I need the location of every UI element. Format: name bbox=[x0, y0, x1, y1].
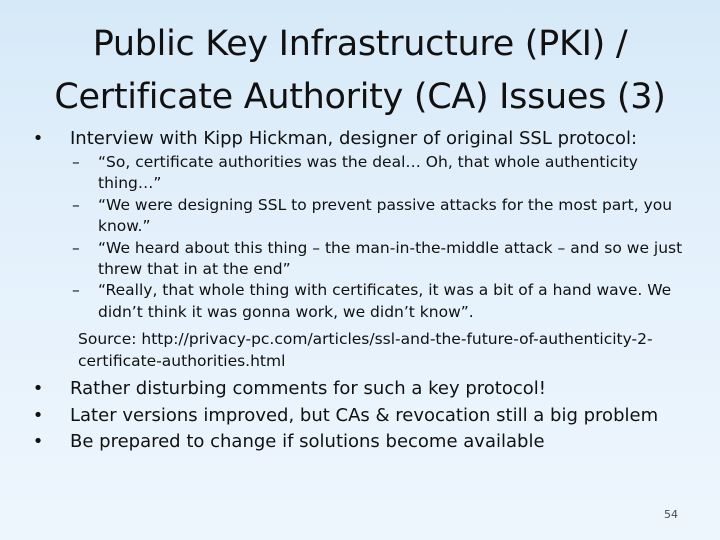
quote-item bbox=[72, 238, 690, 281]
quote-text: “We were designing SSL to prevent passive attacks for the most part, you know.” bbox=[98, 195, 673, 236]
dash-marker: – bbox=[72, 281, 80, 300]
summary-bullet-text: Later versions improved, but CAs & revocation still a big problem bbox=[70, 404, 659, 426]
summary-bullet bbox=[30, 429, 690, 456]
bullet-marker: • bbox=[32, 431, 44, 453]
quote-item bbox=[72, 280, 690, 323]
page-number: 54 bbox=[664, 508, 678, 521]
bullet-marker: • bbox=[32, 404, 44, 426]
quote-list bbox=[30, 152, 690, 323]
summary-bullet-text: Be prepared to change if solutions become available bbox=[70, 431, 545, 453]
intro-bullet bbox=[30, 126, 690, 152]
slide-title: Public Key Infrastructure (PKI) / Certificate Authority (CA) Issues (3) bbox=[54, 24, 666, 117]
quote-text: “Really, that whole thing with certificates, it was a bit of a hand wave. We didn’t think it was gonna work, we didn’t know”. bbox=[98, 281, 672, 321]
summary-bullet-text: Rather disturbing comments for such a key protocol! bbox=[70, 378, 546, 400]
slide-body bbox=[30, 126, 690, 456]
source-citation: Source: http://privacy-pc.com/articles/ssl-and-the-future-of-authenticity-2-certificate-authorities.html bbox=[78, 330, 653, 370]
quote-text: “We heard about this thing – the man-in-the-middle attack – and so we just threw that in at the end” bbox=[98, 238, 683, 279]
summary-bullet bbox=[30, 376, 690, 403]
quote-text: “So, certificate authorities was the deal… Oh, that whole authenticity thing…” bbox=[98, 153, 638, 193]
dash-marker: – bbox=[72, 195, 80, 214]
quote-item bbox=[72, 195, 690, 238]
intro-bullet-text: Interview with Kipp Hickman, designer of original SSL protocol: bbox=[70, 128, 638, 149]
bullet-marker: • bbox=[32, 378, 44, 400]
bullet-marker: • bbox=[32, 128, 44, 149]
summary-bullets bbox=[30, 376, 690, 456]
quote-item bbox=[72, 152, 690, 195]
dash-marker: – bbox=[72, 238, 80, 257]
dash-marker: – bbox=[72, 153, 80, 171]
summary-bullet bbox=[30, 403, 690, 430]
